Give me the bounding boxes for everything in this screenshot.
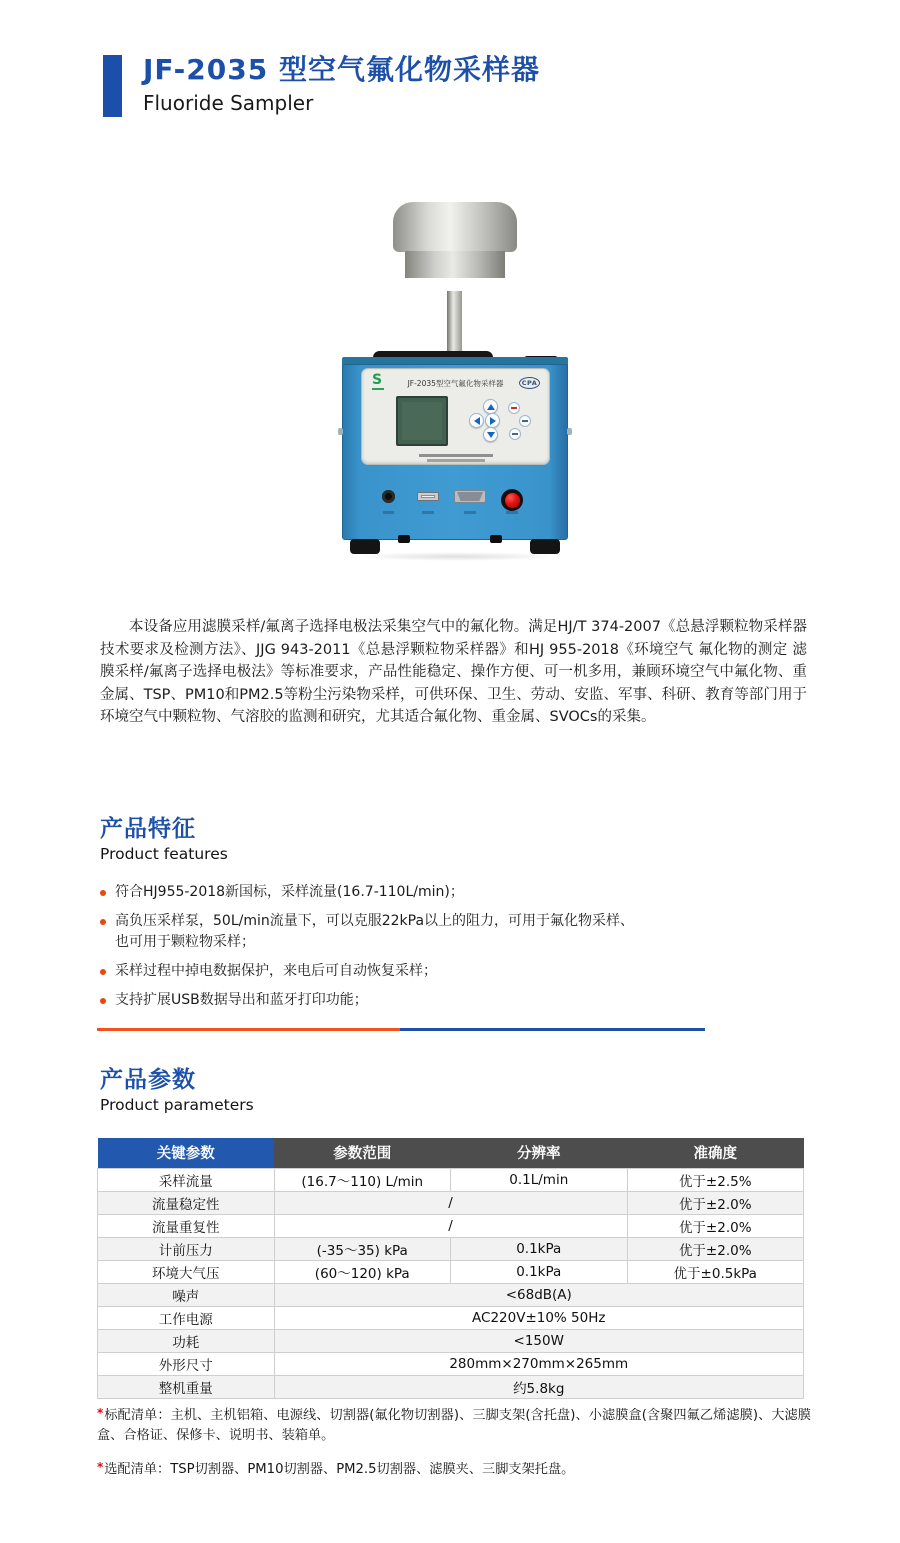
- param-name-cell: 外形尺寸: [98, 1352, 275, 1375]
- device-foot-right: [530, 539, 560, 554]
- table-row: [98, 1283, 804, 1306]
- param-value-cell: 优于±2.5%: [627, 1168, 804, 1191]
- down-arrow-button: [483, 427, 498, 442]
- feature-text: 采样过程中掉电数据保护，来电后可自动恢复采样；: [115, 963, 437, 979]
- power-button: [505, 493, 520, 508]
- usb-slot: [421, 495, 435, 498]
- button-label-mark: [511, 407, 517, 409]
- param-name-cell: 功耗: [98, 1329, 275, 1352]
- feature-item: [100, 882, 648, 903]
- button-label-mark: [522, 420, 528, 422]
- sampling-head-cap: [393, 202, 517, 252]
- button-label-mark: [512, 433, 518, 435]
- param-value-cell: 0.1L/min: [451, 1168, 628, 1191]
- param-value-cell: 0.1kPa: [451, 1237, 628, 1260]
- device-foot-rear-right: [490, 535, 502, 543]
- parameters-heading-cn: 产品参数: [100, 1067, 196, 1093]
- parameters-heading-en: Product parameters: [100, 1096, 254, 1114]
- page-header: [103, 52, 540, 117]
- feature-item: [100, 990, 648, 1011]
- device-shadow: [354, 552, 558, 561]
- front-panel: [361, 368, 550, 465]
- table-row: [98, 1260, 804, 1283]
- table-row: [98, 1375, 804, 1398]
- param-value-cell: 优于±2.0%: [627, 1214, 804, 1237]
- param-value-cell: 优于±2.0%: [627, 1191, 804, 1214]
- device-foot-left: [350, 539, 380, 554]
- function-button-3: [509, 428, 521, 440]
- page-subtitle: Fluoride Sampler: [143, 91, 314, 115]
- product-description: 本设备应用滤膜采样/氟离子选择电极法采集空气中的氟化物。满足HJ/T 374-2007《总悬浮颗粒物采样器技术要求及检测方法》、JJG 943-2011《总悬浮颗粒物采样器》和HJ 955-2018《环境空气 氟化物的测定 滤膜采样/氟离子选择电极法》等标准要求，产品性能稳定、操作方便、可一机多用，兼顾环境空气中氟化物、重金属、TSP、PM10和PM2.5等粉尘污染物采样，可供环保、卫生、劳动、安监、军事、科研、教育等部门用于环境空气中颗粒物、气溶胶的监测和研究，尤其适合氟化物、重金属、SVOCs的采集。: [100, 619, 807, 726]
- table-row: [98, 1306, 804, 1329]
- side-screw-left: [338, 428, 343, 435]
- lcd-screen: [396, 396, 448, 446]
- param-value-cell: <150W: [274, 1329, 804, 1352]
- feature-item: [100, 961, 648, 982]
- usb-port: [417, 492, 439, 501]
- param-value-cell: /: [274, 1214, 627, 1237]
- table-row: [98, 1237, 804, 1260]
- product-photo: [328, 192, 582, 568]
- sampling-head-base: [408, 278, 502, 291]
- function-button-2: [519, 415, 531, 427]
- title-accent-bar: [103, 55, 122, 117]
- title-block: [143, 52, 540, 116]
- param-value-cell: (60～120) kPa: [274, 1260, 451, 1283]
- param-table-body: [98, 1168, 804, 1398]
- features-heading-en: Product features: [100, 845, 228, 863]
- param-name-cell: 环境大气压: [98, 1260, 275, 1283]
- column-header: 关键参数: [98, 1138, 275, 1168]
- section-divider: [97, 1028, 705, 1031]
- panel-title: JF-2035型空气氟化物采样器: [407, 379, 504, 388]
- param-table-head-row: [98, 1138, 804, 1168]
- param-name-cell: 工作电源: [98, 1306, 275, 1329]
- param-value-cell: 优于±2.0%: [627, 1237, 804, 1260]
- table-row: [98, 1214, 804, 1237]
- sensor-jack: [382, 490, 395, 503]
- manufacturer-name-line: [427, 459, 485, 462]
- param-value-cell: AC220V±10% 50Hz: [274, 1306, 804, 1329]
- cpa-certification-badge: CPA: [519, 377, 540, 389]
- footnote-text: 标配清单：主机、主机铝箱、电源线、切割器(氟化物切割器)、三脚支架(含托盘)、小滤膜盒(含聚四氟乙烯滤膜)、大滤膜盒、合格证、保修卡、说明书、装箱单。: [97, 1408, 811, 1443]
- up-arrow-button: [483, 399, 498, 414]
- lcd-screen-area: [402, 402, 442, 440]
- function-button-1: [508, 402, 520, 414]
- footnote-marker: *: [97, 1460, 104, 1474]
- panel-fine-print-line: [419, 454, 493, 457]
- param-value-cell: 约5.8kg: [274, 1375, 804, 1398]
- footnote-text: 选配清单：TSP切割器、PM10切割器、PM2.5切割器、滤膜夹、三脚支架托盘。: [104, 1462, 575, 1477]
- feature-text: 符合HJ955-2018新国标，采样流量(16.7-110L/min)；: [115, 884, 464, 900]
- param-value-cell: 优于±0.5kPa: [627, 1260, 804, 1283]
- param-value-cell: <68dB(A): [274, 1283, 804, 1306]
- parameters-table: [97, 1138, 804, 1399]
- connector-label: [464, 511, 476, 514]
- bullet-icon: [100, 919, 106, 925]
- footnote: [97, 1458, 811, 1480]
- bullet-icon: [100, 890, 106, 896]
- connector-label: [383, 511, 394, 514]
- up-arrow-icon: [487, 404, 495, 410]
- connector-label: [506, 511, 518, 514]
- serial-port: [457, 492, 483, 501]
- param-value-cell: 280mm×270mm×265mm: [274, 1352, 804, 1375]
- sampling-head-body: [405, 251, 505, 278]
- param-value-cell: (-35～35) kPa: [274, 1237, 451, 1260]
- down-arrow-icon: [487, 432, 495, 438]
- table-row: [98, 1352, 804, 1375]
- brand-logo-icon: S: [372, 372, 383, 388]
- device-foot-rear-left: [398, 535, 410, 543]
- table-row: [98, 1329, 804, 1352]
- param-name-cell: 噪声: [98, 1283, 275, 1306]
- footnote: [97, 1404, 811, 1445]
- param-name-cell: 整机重量: [98, 1375, 275, 1398]
- param-value-cell: /: [274, 1191, 627, 1214]
- bullet-icon: [100, 998, 106, 1004]
- footnotes: [97, 1404, 811, 1493]
- feature-text: 高负压采样泵，50L/min流量下，可以克服22kPa以上的阻力，可用于氟化物采样、也可用于颗粒物采样；: [115, 913, 635, 950]
- features-heading-cn: 产品特征: [100, 816, 196, 842]
- connector-label: [422, 511, 434, 514]
- param-name-cell: 流量重复性: [98, 1214, 275, 1237]
- features-list: [100, 882, 648, 1019]
- param-name-cell: 计前压力: [98, 1237, 275, 1260]
- left-arrow-icon: [474, 417, 480, 425]
- param-name-cell: 流量稳定性: [98, 1191, 275, 1214]
- page-title: JF-2035 型空气氟化物采样器: [143, 53, 540, 86]
- footnote-marker: *: [97, 1406, 104, 1420]
- side-screw-right: [567, 428, 572, 435]
- table-row: [98, 1168, 804, 1191]
- column-header: 分辨率: [451, 1138, 628, 1168]
- right-arrow-button: [485, 413, 500, 428]
- bullet-icon: [100, 969, 106, 975]
- param-value-cell: (16.7～110) L/min: [274, 1168, 451, 1191]
- column-header: 参数范围: [274, 1138, 451, 1168]
- left-arrow-button: [469, 413, 484, 428]
- right-arrow-icon: [490, 417, 496, 425]
- column-header: 准确度: [627, 1138, 804, 1168]
- table-row: [98, 1191, 804, 1214]
- param-value-cell: 0.1kPa: [451, 1260, 628, 1283]
- feature-item: [100, 911, 648, 953]
- feature-text: 支持扩展USB数据导出和蓝牙打印功能；: [115, 992, 368, 1008]
- param-name-cell: 采样流量: [98, 1168, 275, 1191]
